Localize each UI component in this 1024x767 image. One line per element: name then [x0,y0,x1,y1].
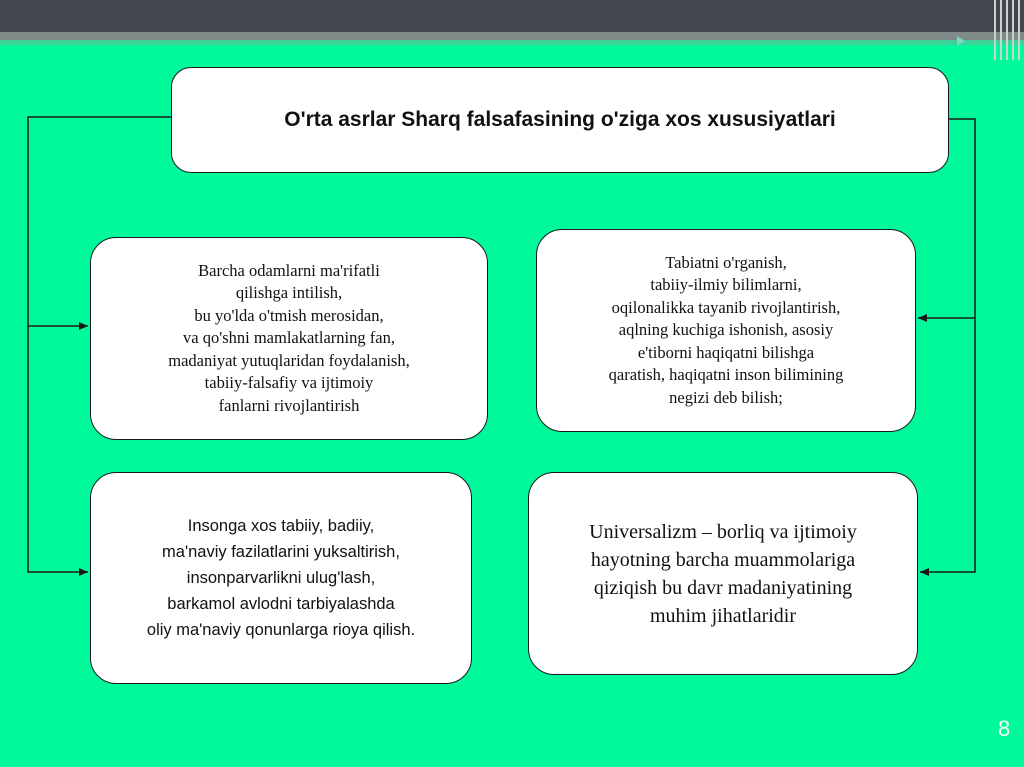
box-top-right-text: Tabiatni o'rganish, tabiiy-ilmiy bilimlarni, oqilonalikka tayanib rivojlantirish, aqlning kuchiga ishonish, asosiy e'tiborni haqiqatni bilishga qaratish, haqiqatni inson bilimining negizi deb bilish; [608,252,844,407]
box-top-left-text: Barcha odamlarni ma'rifatli qilishga intilish, bu yo'lda o'tmish merosidan, va qo'shni mamlakatlarning fan, madaniyat yutuqlaridan foydalanish, tabiiy-falsafiy va ijtimoiy fanlarni rivojlantirish [168,260,410,415]
box-bottom-right [528,472,918,675]
box-bottom-left [90,472,472,684]
slide-number: 8 [998,716,1011,741]
right-connector-line [920,119,975,572]
box-bottom-left-text: Insonga xos tabiiy, badiiy, ma'naviy fazilatlarini yuksaltirish, insonparvarlikni ulug'lash, barkamol avlodni tarbiyalashda oliy ma'naviy qonunlarga rioya qilish. [146,517,416,639]
box-top-right [536,229,916,432]
diagram-title: O'rta asrlar Sharq falsafasining o'ziga xos xususiyatlari [284,108,836,131]
box-top-left [90,237,488,440]
box-bottom-right-text: Universalizm – borliq va ijtimoiy hayotning barcha muammolariga qiziqish bu davr madaniyatining muhim jihatlaridir [589,520,857,627]
title-box [171,67,949,173]
